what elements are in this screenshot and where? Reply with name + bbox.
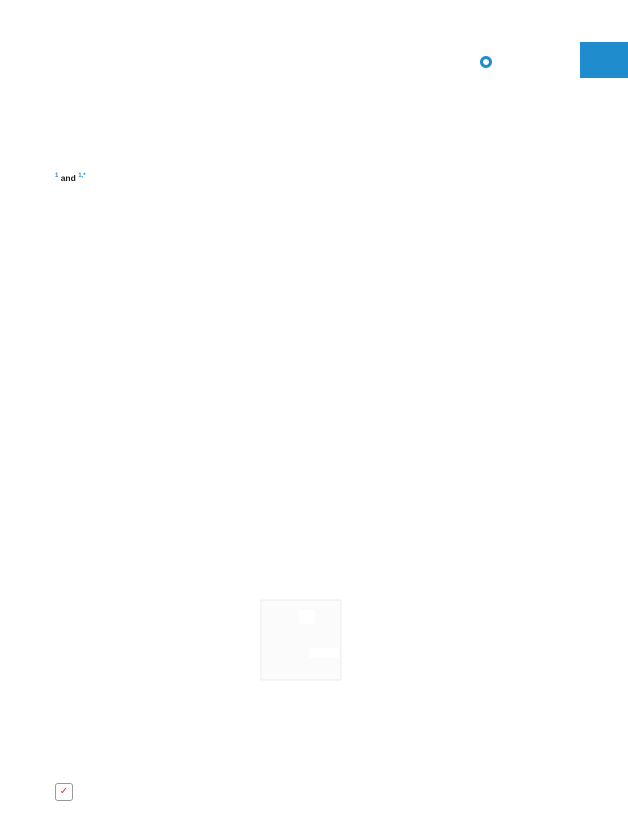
mfi-framework-illustration (261, 600, 341, 680)
check-for-updates-icon[interactable]: ✓ (55, 783, 73, 801)
figure-1 (229, 460, 569, 690)
cellpress-logo[interactable] (480, 53, 495, 70)
author-list: $^1$ and $^{1,*}$ (55, 173, 86, 183)
cellpress-logo-icon (480, 56, 492, 68)
section-color-tab (580, 42, 628, 78)
